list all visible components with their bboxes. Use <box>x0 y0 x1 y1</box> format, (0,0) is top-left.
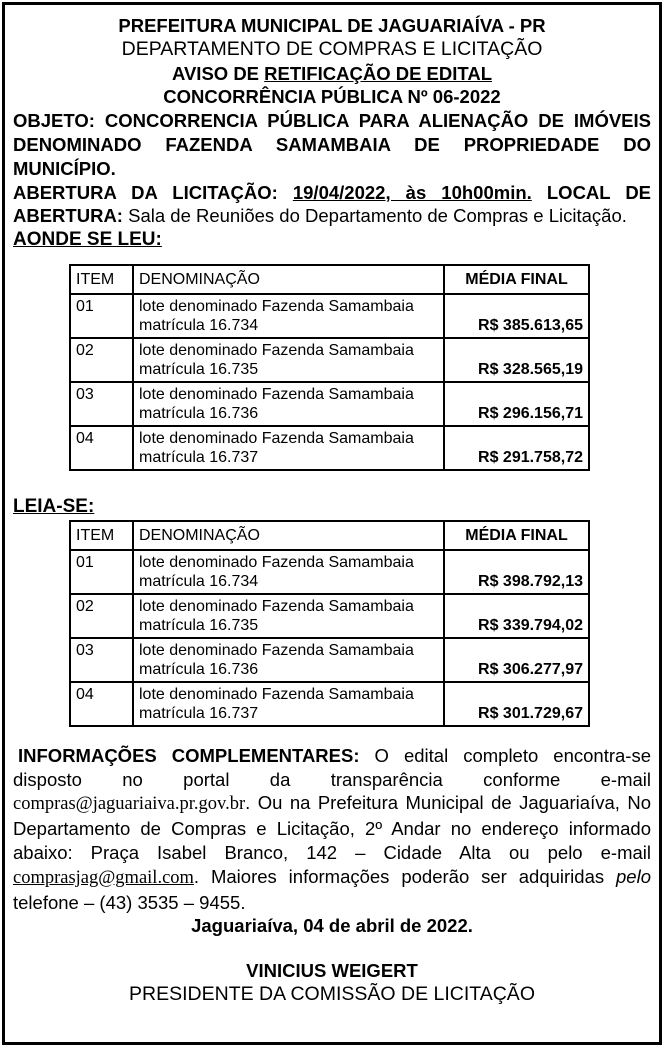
table-row <box>70 382 589 426</box>
table-row <box>70 294 589 338</box>
denominacao-line1: lote denominado Fazenda Samambaia <box>139 641 414 659</box>
media-final-cell: R$ 306.277,97 <box>444 638 589 682</box>
header-cell-denominacao: DENOMINAÇÃO <box>133 521 444 550</box>
denominacao-cell <box>133 594 444 638</box>
denominacao-line2: matrícula 16.735 <box>139 616 259 634</box>
denominacao-line2: matrícula 16.734 <box>139 572 259 590</box>
item-cell: 01 <box>70 294 133 338</box>
denominacao-cell <box>133 426 444 470</box>
leia-se-table <box>69 520 590 727</box>
denominacao-line2: matrícula 16.737 <box>139 448 259 466</box>
abertura-label: ABERTURA DA LICITAÇÃO: <box>13 181 278 203</box>
denominacao-line2: matrícula 16.736 <box>139 660 259 678</box>
objeto-label: OBJETO: <box>13 110 95 132</box>
aonde-se-leu-label: AONDE SE LEU: <box>13 229 162 251</box>
denominacao-line1: lote denominado Fazenda Samambaia <box>139 297 414 315</box>
denominacao-line1: lote denominado Fazenda Samambaia <box>139 341 414 359</box>
denominacao-line2: matrícula 16.737 <box>139 704 259 722</box>
aonde-se-leu-table <box>69 264 590 471</box>
local-abertura-label: LOCAL DE ABERTURA: <box>13 181 652 227</box>
item-cell: 01 <box>70 550 133 594</box>
denominacao-cell <box>133 382 444 426</box>
informacoes-label: INFORMAÇÕES COMPLEMENTARES: <box>18 744 360 766</box>
denominacao-line2: matrícula 16.735 <box>139 360 259 378</box>
notice-title-prefix: AVISO DE <box>171 62 265 84</box>
item-cell: 02 <box>70 338 133 382</box>
header-cell-denominacao: DENOMINAÇÃO <box>133 265 444 294</box>
abertura-datetime: 19/04/2022, às 10h00min. <box>292 181 532 203</box>
header-cell-item: ITEM <box>70 265 133 294</box>
leia-se-label: LEIA-SE: <box>13 495 95 517</box>
denominacao-line1: lote denominado Fazenda Samambaia <box>139 385 414 403</box>
media-final-cell: R$ 385.613,65 <box>444 294 589 338</box>
date-line: Jaguariaíva, 04 de abril de 2022. <box>191 915 473 937</box>
abertura-paragraph <box>13 181 651 229</box>
denominacao-line1: lote denominado Fazenda Samambaia <box>139 597 414 615</box>
email-compras-jaguariaiva: compras@jaguariaiva.pr.gov.br <box>13 794 246 815</box>
denominacao-line1: lote denominado Fazenda Samambaia <box>139 685 414 703</box>
table-row <box>70 550 589 594</box>
email-comprasjag-gmail: comprasjag@gmail.com <box>13 867 194 888</box>
informacoes-text-3: . Maiores informações poderão ser adquiridas <box>193 865 617 887</box>
signer-name: VINICIUS WEIGERT <box>246 960 418 982</box>
table-row <box>70 682 589 726</box>
table-row <box>70 638 589 682</box>
department-line: DEPARTAMENTO DE COMPRAS E LICITAÇÃO <box>121 37 543 60</box>
item-cell: 04 <box>70 682 133 726</box>
denominacao-cell <box>133 682 444 726</box>
bid-number: CONCORRÊNCIA PÚBLICA Nº 06-2022 <box>163 86 501 108</box>
informacoes-paragraph <box>13 744 651 915</box>
media-final-cell: R$ 296.156,71 <box>444 382 589 426</box>
signer-title: PRESIDENTE DA COMISSÃO DE LICITAÇÃO <box>129 982 535 1005</box>
header-cell-media-final: MÉDIA FINAL <box>444 265 589 294</box>
local-abertura-text: Sala de Reuniões do Departamento de Compras e Licitação. <box>128 205 627 227</box>
org-title: PREFEITURA MUNICIPAL DE JAGUARIAÍVA - PR <box>118 15 546 36</box>
notice-title <box>13 62 651 86</box>
item-cell: 03 <box>70 382 133 426</box>
denominacao-cell <box>133 338 444 382</box>
denominacao-line1: lote denominado Fazenda Samambaia <box>139 553 414 571</box>
informacoes-text-4: telefone – (43) 3535 – 9455. <box>13 891 246 913</box>
denominacao-line2: matrícula 16.736 <box>139 404 259 422</box>
objeto-text: CONCORRENCIA PÚBLICA PARA ALIENAÇÃO DE IMÓVEIS DENOMINADO FAZENDA SAMAMBAIA DE PROPRIEDADE DO MUNICÍPIO. <box>13 110 651 179</box>
denominacao-cell <box>133 550 444 594</box>
table-header-row <box>70 265 589 294</box>
signature-block <box>13 959 651 1007</box>
item-cell: 02 <box>70 594 133 638</box>
table-row <box>70 338 589 382</box>
informacoes-text-1: O edital completo encontra-se disposto no portal da transparência conforme e-mail <box>13 744 651 790</box>
denominacao-cell <box>133 294 444 338</box>
objeto-paragraph <box>13 109 651 180</box>
media-final-cell: R$ 291.758,72 <box>444 426 589 470</box>
item-cell: 03 <box>70 638 133 682</box>
item-cell: 04 <box>70 426 133 470</box>
media-final-cell: R$ 339.794,02 <box>444 594 589 638</box>
media-final-cell: R$ 301.729,67 <box>444 682 589 726</box>
table-row <box>70 594 589 638</box>
denominacao-cell <box>133 638 444 682</box>
media-final-cell: R$ 328.565,19 <box>444 338 589 382</box>
italic-word: pelo <box>616 865 651 887</box>
denominacao-line1: lote denominado Fazenda Samambaia <box>139 429 414 447</box>
table-header-row <box>70 521 589 550</box>
denominacao-line2: matrícula 16.734 <box>139 316 259 334</box>
table-row <box>70 426 589 470</box>
notice-title-underlined: RETIFICAÇÃO DE EDITAL <box>264 62 492 84</box>
informacoes-text-2: . Ou na Prefeitura Municipal de Jaguariaíva, No Departamento de Compras e Licitação, 2º Andar no endereço informado abaixo: Praça Isabel Branco, 142 – Cidade Alta ou pelo e-mail <box>13 792 651 863</box>
header-cell-item: ITEM <box>70 521 133 550</box>
media-final-cell: R$ 398.792,13 <box>444 550 589 594</box>
header-cell-media-final: MÉDIA FINAL <box>444 521 589 550</box>
